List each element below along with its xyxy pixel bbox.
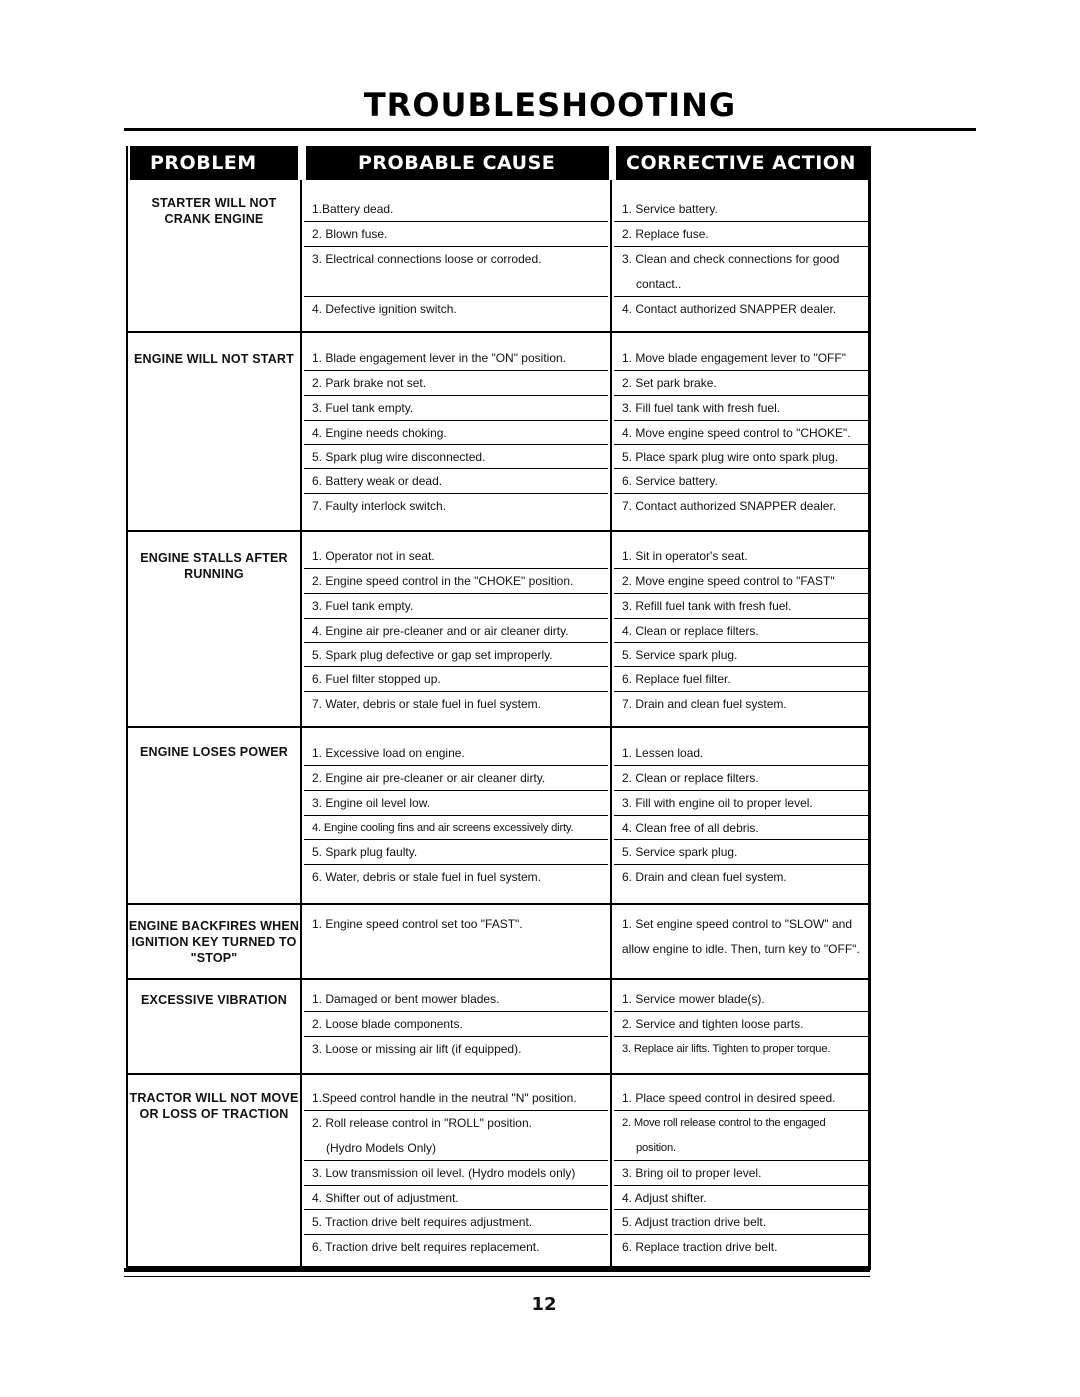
cause-cell [304, 1012, 608, 1037]
cause-text: 6. Fuel filter stopped up. [312, 672, 441, 686]
problem-label: ENGINE BACKFIRES WHEN IGNITION KEY TURNED TO "STOP" [128, 919, 300, 965]
action-text: 7. Contact authorized SNAPPER dealer. [622, 499, 837, 513]
cause-cell [304, 494, 608, 519]
cause-text: 3. Low transmission oil level. (Hydro models only) [312, 1166, 576, 1180]
cause-text-continued: (Hydro Models Only) [326, 1141, 437, 1155]
group-divider [126, 1073, 870, 1075]
action-cell [614, 445, 868, 469]
action-text: 2. Service and tighten loose parts. [622, 1017, 804, 1031]
group-divider [126, 903, 870, 905]
cause-text: 5. Spark plug faulty. [312, 845, 418, 859]
column-divider [300, 905, 302, 980]
action-text: 3. Replace air lifts. Tighten to proper torque. [622, 1043, 831, 1055]
action-cell [614, 865, 868, 890]
header-problem: PROBLEM [130, 146, 298, 180]
cause-text: 4. Engine air pre-cleaner and or air cleaner dirty. [312, 624, 569, 638]
action-text: 2. Move engine speed control to "FAST" [622, 574, 835, 588]
column-divider [300, 1075, 302, 1268]
action-text: 2. Set park brake. [622, 376, 717, 390]
cause-cell [304, 619, 608, 643]
action-cell [614, 197, 868, 222]
cause-text: 3. Engine oil level low. [312, 796, 431, 810]
cause-text: 1.Speed control handle in the neutral "N" position. [312, 1091, 577, 1105]
action-text-continued: position. [636, 1142, 676, 1154]
action-text-continued: contact.. [636, 277, 682, 291]
action-text: 4. Adjust shifter. [622, 1191, 707, 1205]
action-cell [614, 1111, 868, 1161]
cause-text: 1. Engine speed control set too "FAST". [312, 917, 523, 931]
cause-text: 3. Loose or missing air lift (if equipped). [312, 1042, 522, 1056]
problem-label: ENGINE STALLS AFTER RUNNING [140, 551, 288, 581]
action-cell [614, 569, 868, 594]
action-cell [614, 494, 868, 519]
group-divider [126, 726, 870, 728]
cause-text: 2. Loose blade components. [312, 1017, 463, 1031]
column-divider [300, 180, 302, 333]
cause-cell [304, 643, 608, 667]
bottom-rule-thin [124, 1276, 870, 1277]
action-cell [614, 1210, 868, 1235]
group-divider [126, 530, 870, 532]
page-title: TROUBLESHOOTING [363, 86, 737, 124]
action-cell [614, 741, 868, 766]
action-text: 4. Clean or replace filters. [622, 624, 759, 638]
action-text: 6. Replace fuel filter. [622, 672, 731, 686]
action-text: 3. Bring oil to proper level. [622, 1166, 762, 1180]
cause-cell [304, 297, 608, 322]
cause-cell [304, 1235, 608, 1260]
action-cell [614, 1086, 868, 1111]
cause-cell [304, 222, 608, 247]
column-divider [610, 1075, 612, 1268]
problem-label: ENGINE LOSES POWER [139, 745, 289, 759]
action-text: 5. Service spark plug. [622, 845, 738, 859]
problem-label: TRACTOR WILL NOT MOVE OR LOSS OF TRACTION [129, 1091, 299, 1121]
action-cell [614, 594, 868, 619]
cause-cell [304, 692, 608, 717]
cause-text: 1. Operator not in seat. [312, 549, 435, 563]
cause-cell [304, 371, 608, 396]
action-cell [614, 912, 868, 972]
cause-text: 4. Engine cooling fins and air screens excessively dirty. [312, 822, 574, 834]
cause-text: 6. Traction drive belt requires replacement. [312, 1240, 540, 1254]
cause-cell [304, 912, 608, 972]
column-divider [610, 905, 612, 980]
cause-cell [304, 594, 608, 619]
cause-cell [304, 1086, 608, 1111]
action-text: 3. Refill fuel tank with fresh fuel. [622, 599, 792, 613]
cause-cell [304, 1111, 608, 1161]
action-cell [614, 692, 868, 717]
action-cell [614, 766, 868, 791]
action-text: 5. Service spark plug. [622, 648, 738, 662]
cause-text: 4. Defective ignition switch. [312, 302, 457, 316]
action-text: 2. Clean or replace filters. [622, 771, 759, 785]
action-cell [614, 222, 868, 247]
cause-text: 1. Damaged or bent mower blades. [312, 992, 500, 1006]
cause-cell [304, 741, 608, 766]
action-cell [614, 816, 868, 840]
column-divider [610, 532, 612, 728]
cause-text: 1. Excessive load on engine. [312, 746, 465, 760]
cause-cell [304, 766, 608, 791]
cause-cell [304, 987, 608, 1012]
action-cell [614, 1235, 868, 1260]
action-cell [614, 1161, 868, 1186]
action-text: 6. Replace traction drive belt. [622, 1240, 778, 1254]
cause-cell [304, 816, 608, 840]
action-text: 1. Service mower blade(s). [622, 992, 765, 1006]
cause-cell [304, 445, 608, 469]
action-cell [614, 247, 868, 297]
cause-cell [304, 791, 608, 816]
action-text: 1. Place speed control in desired speed. [622, 1091, 836, 1105]
action-text: 2. Replace fuse. [622, 227, 709, 241]
cause-text: 5. Spark plug wire disconnected. [312, 450, 486, 464]
action-text: 1. Lessen load. [622, 746, 704, 760]
cause-cell [304, 569, 608, 594]
cause-cell [304, 197, 608, 222]
action-text: 2. Move roll release control to the engaged [622, 1117, 826, 1129]
column-divider [610, 333, 612, 532]
column-divider [610, 980, 612, 1075]
action-text: 1. Service battery. [622, 202, 718, 216]
action-cell [614, 396, 868, 421]
cause-cell [304, 1037, 608, 1062]
problem-label: STARTER WILL NOT CRANK ENGINE [151, 196, 277, 226]
action-cell [614, 619, 868, 643]
action-cell [614, 544, 868, 569]
action-cell [614, 346, 868, 371]
cause-cell [304, 421, 608, 445]
cause-text: 3. Fuel tank empty. [312, 401, 414, 415]
cause-text: 4. Engine needs choking. [312, 426, 447, 440]
cause-text: 2. Blown fuse. [312, 227, 388, 241]
action-text: 4. Contact authorized SNAPPER dealer. [622, 302, 837, 316]
action-cell [614, 1012, 868, 1037]
cause-text: 6. Battery weak or dead. [312, 474, 443, 488]
action-cell [614, 1037, 868, 1062]
action-cell [614, 469, 868, 494]
page-number: 12 [531, 1294, 557, 1315]
action-text: 3. Fill with engine oil to proper level. [622, 796, 813, 810]
column-divider [300, 728, 302, 905]
bottom-rule [124, 1268, 870, 1272]
column-divider [300, 532, 302, 728]
action-text: 1. Set engine speed control to "SLOW" and [622, 917, 852, 931]
column-divider [300, 980, 302, 1075]
cause-text: 2. Roll release control in "ROLL" position. [312, 1116, 532, 1130]
action-cell [614, 667, 868, 692]
header-probable-cause: PROBABLE CAUSE [306, 146, 609, 180]
action-text: 6. Drain and clean fuel system. [622, 870, 787, 884]
cause-cell [304, 1161, 608, 1186]
group-divider [126, 978, 870, 980]
action-text: 4. Move engine speed control to "CHOKE". [622, 426, 851, 440]
action-text: 4. Clean free of all debris. [622, 821, 759, 835]
action-text: 1. Sit in operator's seat. [622, 549, 748, 563]
action-cell [614, 297, 868, 322]
cause-text: 7. Water, debris or stale fuel in fuel system. [312, 697, 541, 711]
action-text: 5. Adjust traction drive belt. [622, 1215, 767, 1229]
action-cell [614, 421, 868, 445]
cause-cell [304, 840, 608, 865]
cause-cell [304, 396, 608, 421]
cause-cell [304, 865, 608, 890]
action-text: 5. Place spark plug wire onto spark plug. [622, 450, 839, 464]
column-divider [610, 180, 612, 333]
cause-cell [304, 469, 608, 494]
cause-text: 3. Electrical connections loose or corroded. [312, 252, 542, 266]
cause-text: 2. Park brake not set. [312, 376, 427, 390]
cause-text: 2. Engine speed control in the "CHOKE" position. [312, 574, 574, 588]
action-text: 7. Drain and clean fuel system. [622, 697, 787, 711]
cause-cell [304, 667, 608, 692]
cause-text: 4. Shifter out of adjustment. [312, 1191, 459, 1205]
action-text: 3. Fill fuel tank with fresh fuel. [622, 401, 781, 415]
action-cell [614, 1186, 868, 1210]
action-text-continued: allow engine to idle. Then, turn key to "OFF". [622, 942, 860, 956]
action-cell [614, 987, 868, 1012]
column-divider [300, 333, 302, 532]
action-cell [614, 791, 868, 816]
cause-cell [304, 346, 608, 371]
cause-cell [304, 544, 608, 569]
action-text: 3. Clean and check connections for good [622, 252, 840, 266]
cause-text: 5. Traction drive belt requires adjustment. [312, 1215, 533, 1229]
cause-cell [304, 1210, 608, 1235]
action-text: 1. Move blade engagement lever to "OFF" [622, 351, 846, 365]
action-text: 6. Service battery. [622, 474, 718, 488]
cause-text: 1.Battery dead. [312, 202, 394, 216]
cause-text: 6. Water, debris or stale fuel in fuel system. [312, 870, 541, 884]
action-cell [614, 840, 868, 865]
cause-text: 1. Blade engagement lever in the "ON" position. [312, 351, 567, 365]
cause-text: 5. Spark plug defective or gap set improperly. [312, 648, 553, 662]
cause-text: 3. Fuel tank empty. [312, 599, 414, 613]
problem-label: EXCESSIVE VIBRATION [141, 993, 287, 1007]
action-cell [614, 371, 868, 396]
column-divider [610, 728, 612, 905]
cause-text: 7. Faulty interlock switch. [312, 499, 447, 513]
group-divider [126, 331, 870, 333]
cause-text: 2. Engine air pre-cleaner or air cleaner dirty. [312, 771, 546, 785]
cause-cell [304, 247, 608, 297]
problem-label: ENGINE WILL NOT START [134, 352, 294, 366]
cause-cell [304, 1186, 608, 1210]
action-cell [614, 643, 868, 667]
header-corrective-action: CORRECTIVE ACTION [616, 146, 871, 180]
